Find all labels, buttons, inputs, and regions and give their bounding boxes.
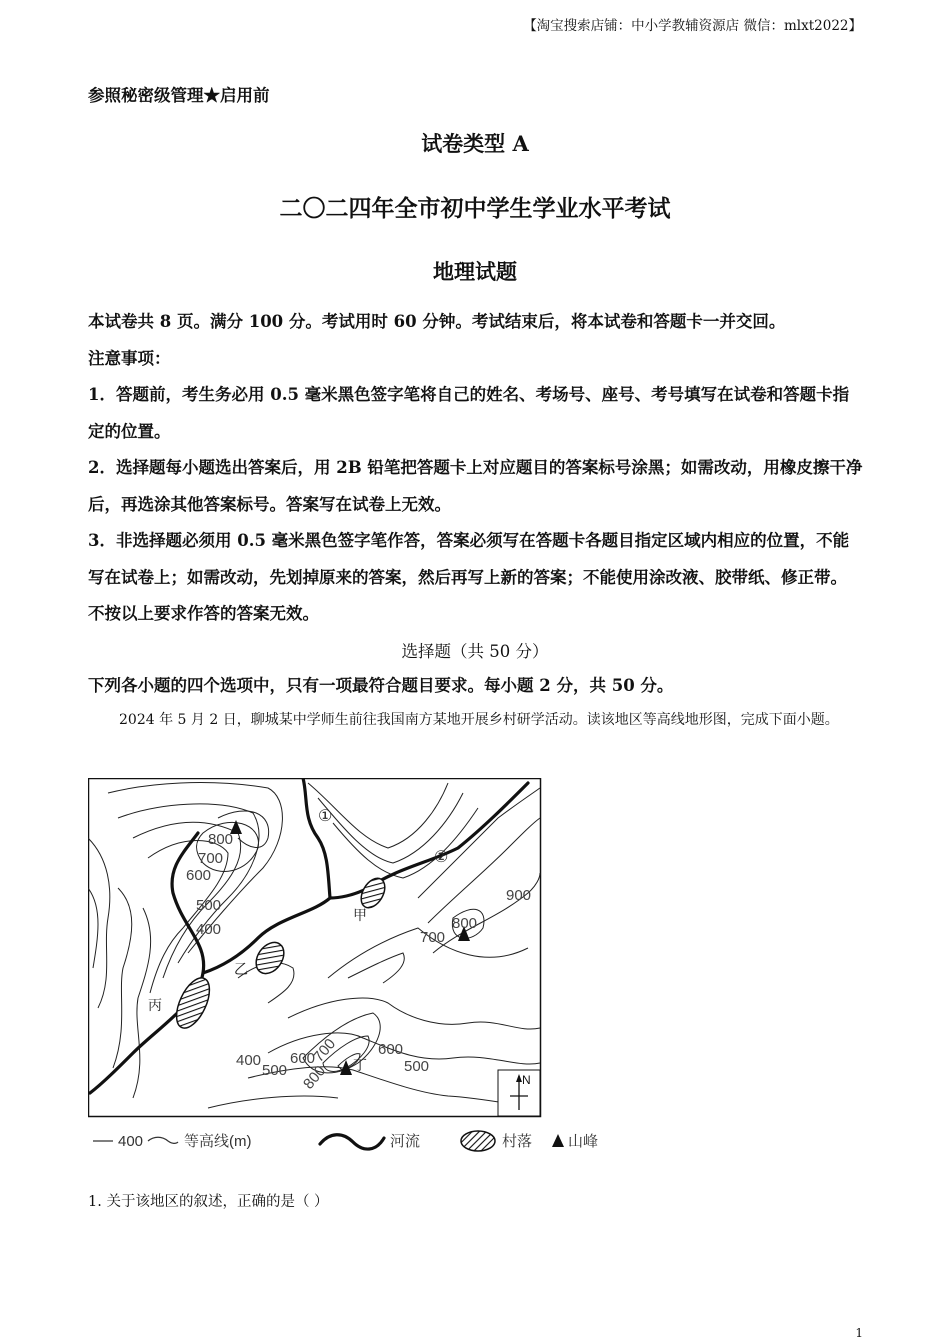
paper-type: 试卷类型 A (421, 131, 529, 156)
village-label: 乙 (234, 962, 248, 978)
page-number: 1 (855, 1326, 863, 1340)
contour-label: 700 (198, 850, 224, 867)
map-legend (88, 1126, 648, 1158)
instruction-line: 1．答题前，考生务必用 0.5 毫米黑色签字笔将自己的姓名、考场号、座号、考号填写在试卷和答题卡指定的位置。 (88, 385, 850, 441)
exam-title: 二〇二四年全市初中学生学业水平考试 (279, 195, 671, 222)
instruction-line: 3．非选择题必须用 0.5 毫米黑色签字笔作答，答案必须写在答题卡各题目指定区域内相应的位置，不能写在试卷上；如需改动，先划掉原来的答案，然后再写上新的答案；不能使用涂改液、胶带纸、修正带。不按以上要求作答的答案无效。 (88, 531, 850, 623)
contour-label: 700 (420, 929, 446, 946)
contour-label: 700 (310, 1035, 340, 1066)
contour-label: 500 (404, 1058, 430, 1075)
contour-label: 900 (506, 887, 532, 904)
legend-village-label: 村落 (502, 1133, 533, 1150)
header-note: 【淘宝搜索店铺：中小学教辅资源店 微信：mlxt2022】 (523, 18, 862, 34)
instructions (88, 304, 863, 633)
river-marker: ② (434, 847, 449, 866)
instruction-line: 2．选择题每小题选出答案后，用 2B 铅笔把答题卡上对应题目的答案标号涂黑；如需改动，用橡皮擦干净后，再选涂其他答案标号。答案写在试卷上无效。 (88, 458, 863, 514)
legend-river-label: 河流 (390, 1133, 421, 1150)
contour-label: 500 (196, 897, 222, 914)
intro-text: 2024 年 5 月 2 日，聊城某中学师生前往我国南方某地开展乡村研学活动。读该地区等高线地形图，完成下面小题。 (119, 712, 839, 728)
north-arrow (498, 1070, 540, 1116)
contour-label: 600 (290, 1050, 316, 1067)
contour-label: 500 (262, 1062, 288, 1079)
legend-contour-label: 等高线(m) (184, 1133, 252, 1150)
river-marker: ① (318, 806, 333, 825)
svg-text:N: N (522, 1073, 531, 1087)
contour-label: 800 (300, 1062, 330, 1093)
contour-label: 800 (452, 915, 478, 932)
question-1: 1. 关于该地区的叙述，正确的是（ ） (88, 1194, 329, 1210)
village-label: 丁 (353, 1058, 367, 1074)
contour-label: 400 (236, 1052, 262, 1069)
contour-map (88, 778, 542, 1118)
village-label: 甲 (353, 908, 367, 924)
legend-village-icon (461, 1131, 495, 1151)
contour-label: 600 (186, 867, 212, 884)
section-title: 选择题（共 50 分） (401, 642, 549, 661)
contour-label: 400 (196, 921, 222, 938)
legend-river-icon (320, 1135, 384, 1149)
legend-peak-icon (552, 1134, 564, 1147)
instruction-line: 本试卷共 8 页。满分 100 分。考试用时 60 分钟。考试结束后，将本试卷和答题卡一并交回。 (88, 312, 786, 331)
section-instruction: 下列各小题的四个选项中，只有一项最符合题目要求。每小题 2 分，共 50 分。 (88, 676, 674, 695)
village-label: 丙 (148, 998, 162, 1014)
secrecy-label: 参照秘密级管理★启用前 (88, 86, 270, 105)
instruction-line: 注意事项： (88, 348, 171, 368)
contour-label: 600 (378, 1041, 404, 1058)
legend-contour-value: 400 (118, 1133, 144, 1150)
legend-peak-label: 山峰 (568, 1133, 599, 1150)
contour-label: 800 (208, 831, 234, 848)
subject-title: 地理试题 (433, 259, 517, 284)
